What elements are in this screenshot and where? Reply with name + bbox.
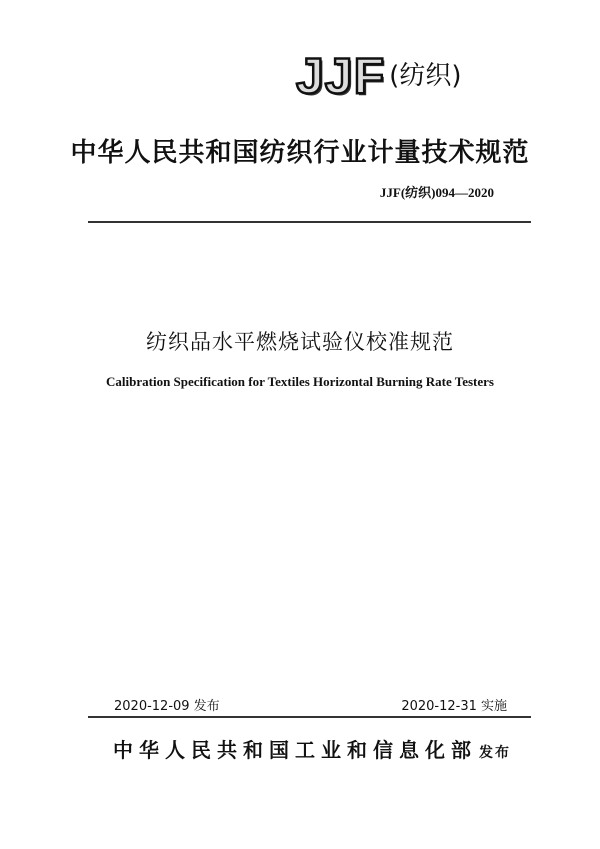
- logo-subtitle: (纺织): [389, 61, 462, 91]
- publisher-suffix: 发布: [479, 745, 511, 761]
- title-english: Calibration Specification for Textiles Horizontal Burning Rate Testers: [106, 374, 494, 389]
- document-code: JJF(纺织)094—2020: [379, 185, 494, 200]
- top-divider: [88, 221, 531, 223]
- logo-mark: JJF: [296, 48, 386, 104]
- bottom-divider: [88, 716, 531, 718]
- publisher: [113, 734, 511, 763]
- title-chinese: 纺织品水平燃烧试验仪校准规范: [146, 330, 454, 354]
- issue-date: 2020-12-09 发布: [114, 699, 220, 714]
- jjf-logo: [296, 50, 461, 102]
- implementation-date: 2020-12-31 实施: [401, 699, 507, 714]
- organization-heading: 中华人民共和国纺织行业计量技术规范: [70, 138, 530, 168]
- publisher-name: 中华人民共和国工业和信息化部: [113, 738, 477, 762]
